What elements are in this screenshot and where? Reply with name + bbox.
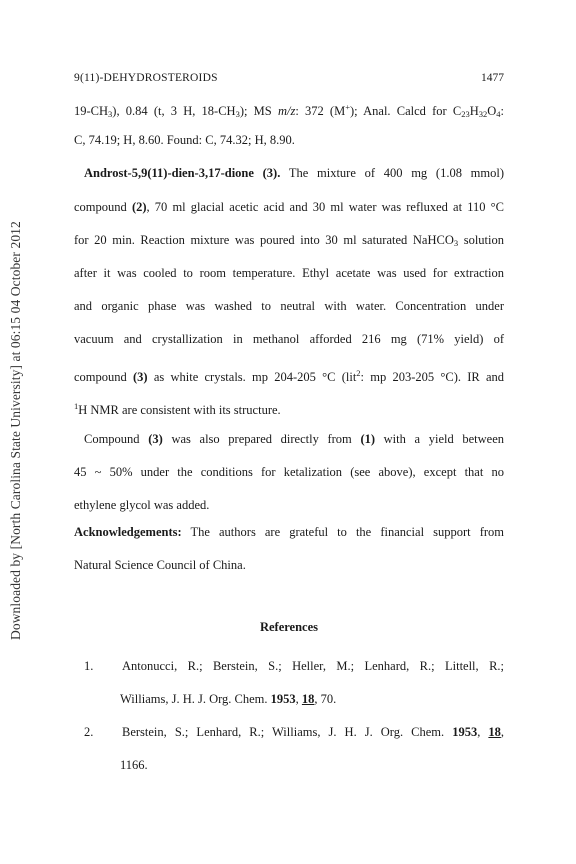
para1-line-5: and organic phase was washed to neutral with water. Concentration under: [74, 299, 504, 314]
para1-line-3: for 20 min. Reaction mixture was poured into 30 ml saturated NaHCO$_3$ solution: [74, 232, 504, 248]
reference-line: Williams, J. H. J. Org. Chem. 1953, 18, 70.: [120, 692, 337, 706]
acknowledgements: [74, 516, 504, 582]
para1-line-6: vacuum and crystallization in methanol afforded 216 mg (71% yield) of: [74, 332, 504, 347]
intro-line-1: $19-CH_3$), 0.84 (t, 3 H, $18-CH_3$); MS m/z: 372 (M+); Anal. Calcd for $C_{23}H_{32}O_4$:: [74, 102, 504, 119]
reference-item: [74, 716, 504, 782]
reference-number: 2.: [84, 725, 94, 739]
para1-line-7: compound (3) as white crystals. mp 204-205 °C (lit$^2$: mp 203-205 °C). IR and: [74, 367, 505, 384]
running-title: 9(11)-DEHYDROSTEROIDS: [74, 72, 218, 84]
references-list: [74, 650, 504, 782]
para1-line-8: $^1$H NMR are consistent with its structure.: [74, 400, 281, 417]
references-heading: References: [259, 620, 319, 634]
intro-line-2: C, 74.19; H, 8.60. Found: C, 74.32; H, 8.90.: [74, 133, 295, 148]
compound-heading: Androst-5,9(11)-dien-3,17-dione (3).: [84, 166, 281, 181]
reference-line: 1166.: [120, 758, 148, 772]
reference-number: 1.: [84, 659, 94, 673]
article-body: [74, 91, 504, 522]
para1-line-4: after it was cooled to room temperature. Ethyl acetate was used for extraction: [74, 265, 504, 280]
reference-line: Antonucci, R.; Berstein, S.; Heller, M.; Lenhard, R.; Littell, R.;: [122, 659, 504, 673]
para2-line-3: ethylene glycol was added.: [74, 498, 210, 513]
download-note: Downloaded by [North Carolina State University] at 06:15 04 October 2012: [8, 221, 23, 640]
reference-line: Berstein, S.; Lenhard, R.; Williams, J. H. J. Org. Chem. 1953, 18,: [122, 725, 505, 739]
para2-line-2: 45 ~ 50% under the conditions for ketalization (see above), except that no: [74, 465, 504, 480]
para2-line-1: Compound (3) was also prepared directly from (1) with a yield between: [84, 431, 504, 446]
page-number: 1477: [481, 72, 504, 84]
reference-item: [74, 650, 504, 716]
ack-line-1: Acknowledgements: The authors are grateful to the financial support from: [74, 525, 504, 539]
para1-line-2: compound (2), 70 ml glacial acetic acid and 30 ml water was refluxed at 110 °C: [74, 199, 504, 214]
ack-line-2: Natural Science Council of China.: [74, 558, 246, 573]
para1-line-1: Androst-5,9(11)-dien-3,17-dione (3). The mixture of 400 mg (1.08 mmol): [84, 166, 504, 181]
ack-label: Acknowledgements:: [74, 525, 182, 539]
